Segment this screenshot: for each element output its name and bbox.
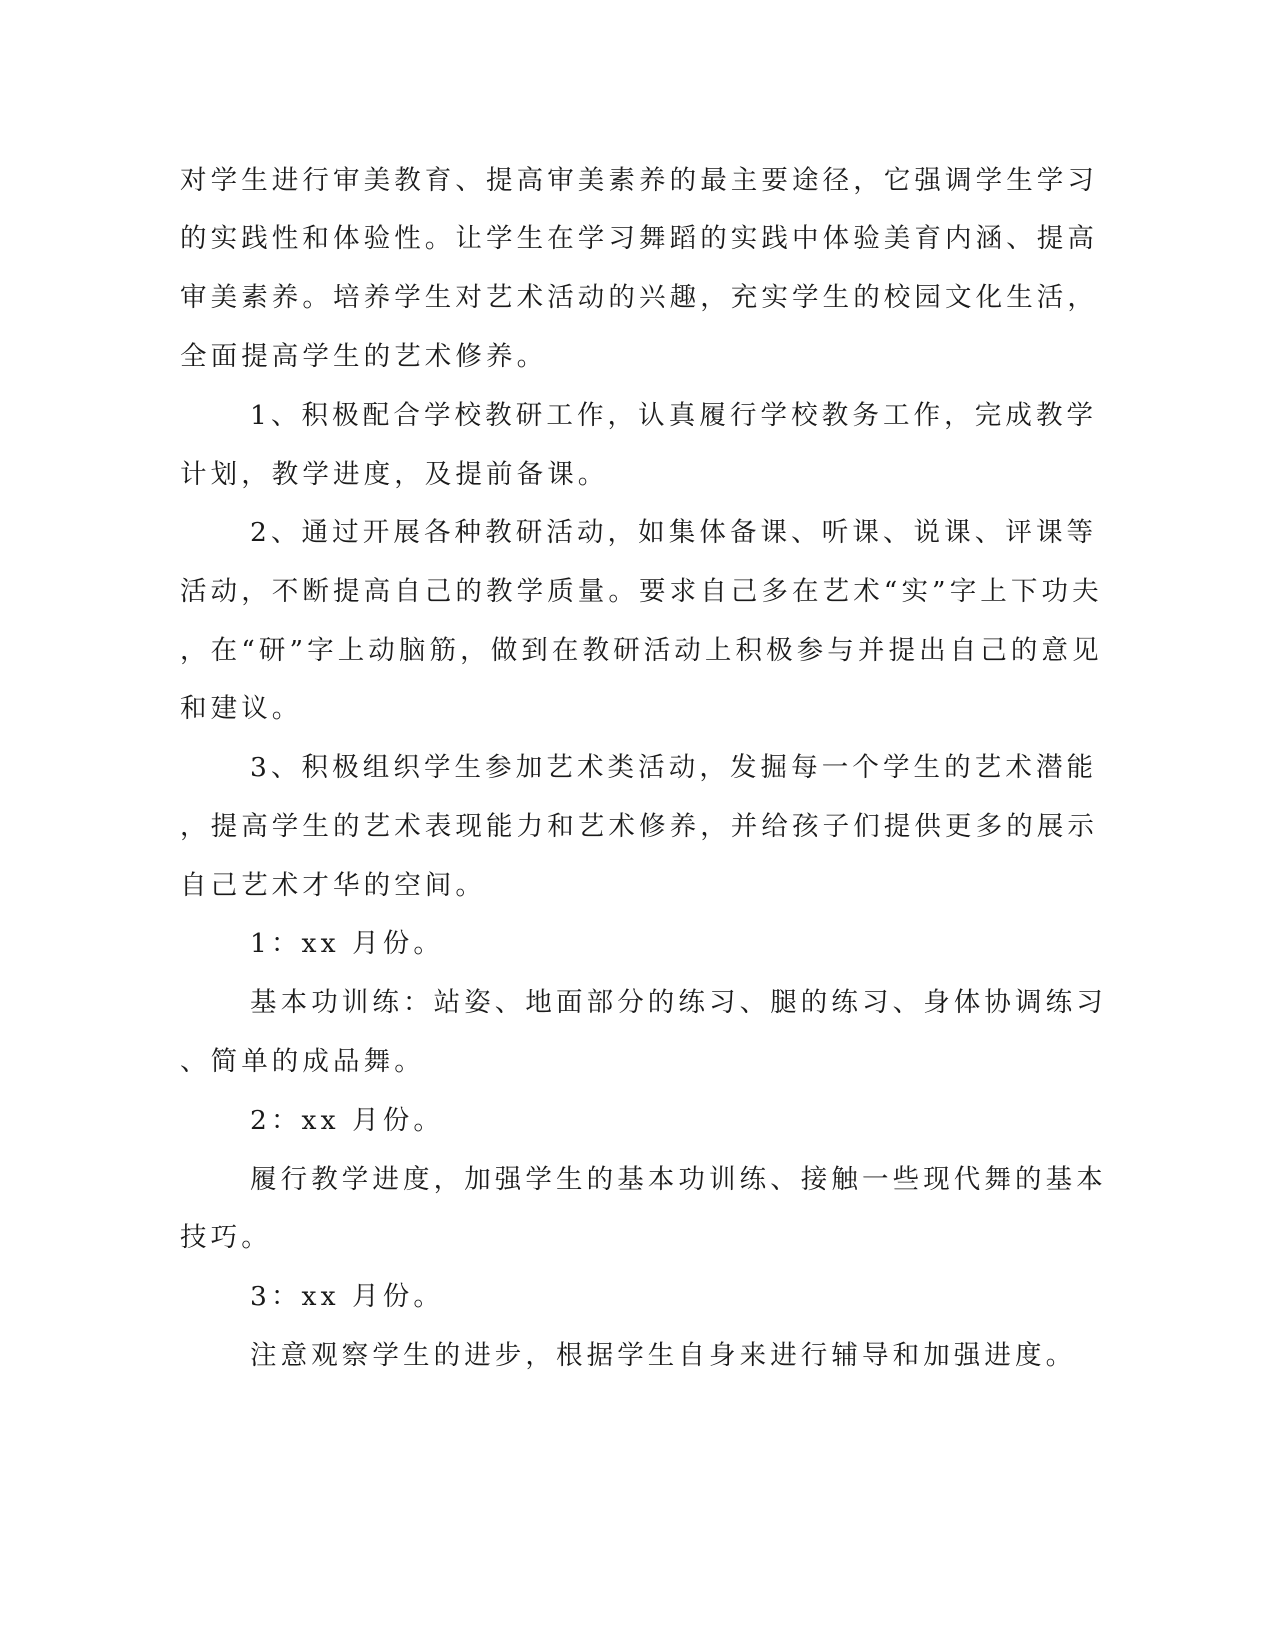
text-line-8: 活动，不断提高自己的教学质量。要求自己多在艺术“实”字上下功夫 xyxy=(180,576,1103,607)
text-line-2: 的实践性和体验性。让学生在学习舞蹈的实践中体验美育内涵、提高 xyxy=(180,223,1098,254)
text-line-17: 2：xx 月份。 xyxy=(250,1105,444,1136)
text-line-20: 3：xx 月份。 xyxy=(250,1281,444,1312)
text-line-11: 3、积极组织学生参加艺术类活动，发掘每一个学生的艺术潜能 xyxy=(250,752,1098,783)
text-line-19: 技巧。 xyxy=(180,1222,272,1253)
text-line-10: 和建议。 xyxy=(180,693,303,724)
text-line-1: 对学生进行审美教育、提高审美素养的最主要途径，它强调学生学习 xyxy=(180,165,1098,196)
text-line-18: 履行教学进度，加强学生的基本功训练、接触一些现代舞的基本 xyxy=(250,1164,1107,1195)
text-line-5: 1、积极配合学校教研工作，认真履行学校教务工作，完成教学 xyxy=(250,400,1098,431)
text-line-13: 自己艺术才华的空间。 xyxy=(180,870,486,901)
text-line-3: 审美素养。培养学生对艺术活动的兴趣，充实学生的校园文化生活， xyxy=(180,282,1098,313)
text-line-12: ，提高学生的艺术表现能力和艺术修养，并给孩子们提供更多的展示 xyxy=(180,811,1098,842)
text-line-9: ，在“研”字上动脑筋，做到在教研活动上积极参与并提出自己的意见 xyxy=(180,635,1103,666)
text-line-16: 、简单的成品舞。 xyxy=(180,1046,425,1077)
text-line-15: 基本功训练：站姿、地面部分的练习、腿的练习、身体协调练习 xyxy=(250,987,1107,1018)
text-line-7: 2、通过开展各种教研活动，如集体备课、听课、说课、评课等 xyxy=(250,517,1098,548)
text-line-14: 1：xx 月份。 xyxy=(250,928,444,959)
text-line-4: 全面提高学生的艺术修养。 xyxy=(180,341,548,372)
text-line-21: 注意观察学生的进步，根据学生自身来进行辅导和加强进度。 xyxy=(250,1340,1077,1371)
text-line-6: 计划，教学进度，及提前备课。 xyxy=(180,459,609,490)
